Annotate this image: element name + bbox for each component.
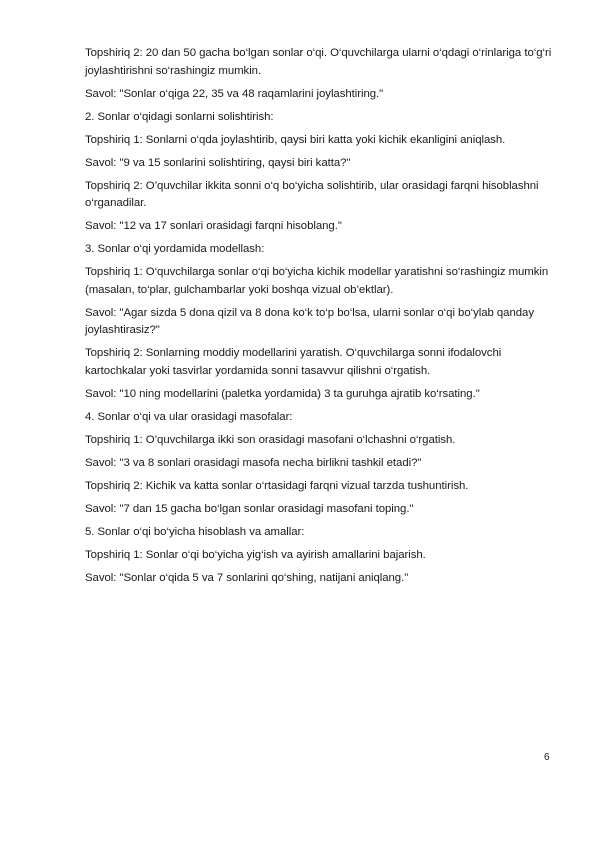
task-2-paragraph: Topshiriq 2: Kichik va katta sonlar o‘rtasidagi farqni vizual tarzda tushuntirish. bbox=[85, 479, 469, 492]
question-paragraph: Savol: "12 va 17 sonlari orasidagi farqni hisoblang." bbox=[85, 220, 342, 232]
section-5-heading: 5. Sonlar o‘qi bo‘yicha hisoblash va amallar: bbox=[85, 525, 305, 538]
question-paragraph: Savol: "3 va 8 sonlari orasidagi masofa necha birlikni tashkil etadi?" bbox=[85, 456, 422, 469]
task-1-paragraph: Topshiriq 1: Sonlarni o‘qda joylashtirib, qaysi biri katta yoki kichik ekanligini aniqlash. bbox=[85, 133, 506, 146]
question-paragraph: Savol: "10 ning modellarini (paletka yordamida) 3 ta guruhga ajratib ko‘rsating." bbox=[85, 387, 480, 400]
task-1-paragraph: Topshiriq 1: O‘quvchilarga sonlar o‘qi bo‘yicha kichik modellar yaratishni so‘rashingiz mumkin (masalan, to‘plar, gulchambarlar yoki boshqa vizual ob’ektlar). bbox=[85, 266, 549, 296]
section-3-heading: 3. Sonlar o‘qi yordamida modellash: bbox=[85, 243, 265, 255]
task-1-paragraph: Topshiriq 1: Sonlar o‘qi bo‘yicha yig‘ish va ayirish amallarini bajarish. bbox=[85, 548, 426, 561]
question-paragraph: Savol: "Agar sizda 5 dona qizil va 8 dona ko‘k to‘p bo‘lsa, ularni sonlar o‘qi bo‘ylab qanday joylashtirasiz?" bbox=[85, 306, 534, 336]
task-2-paragraph: Topshiriq 2: O’quvchilar ikkita sonni o‘q bo‘yicha solishtirib, ular orasidagi farqni hisoblashni o‘rganadilar. bbox=[85, 179, 539, 209]
document-body bbox=[85, 45, 555, 593]
section-4-heading: 4. Sonlar o‘qi va ular orasidagi masofalar: bbox=[85, 410, 293, 423]
task-1-paragraph: Topshiriq 1: O’quvchilarga ikki son orasidagi masofani o‘lchashni o‘rgatish. bbox=[85, 433, 456, 446]
section-2-heading: 2. Sonlar o‘qidagi sonlarni solishtirish: bbox=[85, 110, 274, 123]
task-2-paragraph: Topshiriq 2: 20 dan 50 gacha bo‘lgan sonlar o‘qi. O‘quvchilarga ularni o‘qdagi o‘rinlariga to‘g‘ri joylashtirishni so‘rashingiz mumkin. bbox=[85, 47, 552, 77]
task-2-paragraph: Topshiriq 2: Sonlarning moddiy modellarini yaratish. O‘quvchilarga sonni ifodalovchi kartochkalar yoki tasvirlar yordamida sonni tasavvur qilishni o‘rgatish. bbox=[85, 347, 502, 377]
question-paragraph: Savol: "Sonlar o‘qida 5 va 7 sonlarini qo‘shing, natijani aniqlang." bbox=[85, 571, 409, 584]
question-paragraph: Savol: "7 dan 15 gacha bo‘lgan sonlar orasidagi masofani toping." bbox=[85, 502, 414, 515]
question-paragraph: Savol: "9 va 15 sonlarini solishtiring, qaysi biri katta?" bbox=[85, 156, 351, 169]
page-number: 6 bbox=[544, 752, 550, 763]
question-paragraph: Savol: "Sonlar o‘qiga 22, 35 va 48 raqamlarini joylashtiring." bbox=[85, 87, 384, 100]
